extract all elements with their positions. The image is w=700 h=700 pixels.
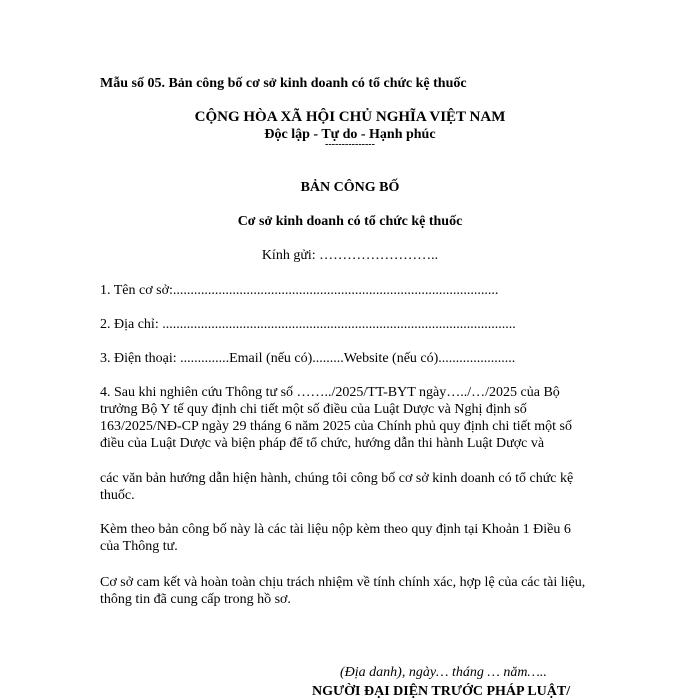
paragraph-line: của Thông tư. xyxy=(100,539,178,554)
field-contact: 3. Điện thoại: ..............Email (nếu có).........Website (nếu có)...................... xyxy=(100,351,516,366)
form-title: Mẫu số 05. Bản công bố cơ sở kinh doanh có tổ chức kệ thuốc xyxy=(100,76,467,91)
field-business-name: 1. Tên cơ sở:............................................................................................. xyxy=(100,283,499,298)
paragraph-line: các văn bản hướng dẫn hiện hành, chúng tôi công bố cơ sở kinh doanh có tổ chức kệ xyxy=(100,471,574,486)
field-address: 2. Địa chỉ: ..................................................................................................... xyxy=(100,317,516,332)
place-date-line: (Địa danh), ngày… tháng … năm….. xyxy=(340,665,547,680)
paragraph-line: trưởng Bộ Y tế quy định chi tiết một số điều của Luật Dược và Nghị định số xyxy=(100,402,527,417)
national-motto: Độc lập - Tự do - Hạnh phúc xyxy=(264,127,436,142)
document-subtitle: Cơ sở kinh doanh có tổ chức kệ thuốc xyxy=(237,214,463,229)
paragraph-line: 4. Sau khi nghiên cứu Thông tư số ……../2025/TT-BYT ngày…../…/2025 của Bộ xyxy=(100,385,560,400)
paragraph-line: Kèm theo bản công bố này là các tài liệu nộp kèm theo quy định tại Khoản 1 Điều 6 xyxy=(100,522,571,537)
paragraph-line: điều của Luật Dược và biện pháp để tổ chức, hướng dẫn thi hành Luật Dược và xyxy=(100,436,545,451)
paragraph-4-continued xyxy=(100,470,610,504)
paragraph-line: thông tin đã cung cấp trong hồ sơ. xyxy=(100,592,291,607)
motto-divider: --------------- xyxy=(325,139,375,150)
paragraph-attachments xyxy=(100,521,610,555)
paragraph-line: 163/2025/NĐ-CP ngày 29 tháng 6 năm 2025 của Chính phủ quy định chi tiết một số xyxy=(100,419,572,434)
paragraph-line: Cơ sở cam kết và hoàn toàn chịu trách nhiệm về tính chính xác, hợp lệ của các tài liệu, xyxy=(100,575,586,590)
paragraph-line: thuốc. xyxy=(100,488,135,503)
country-name: CỘNG HÒA XÃ HỘI CHỦ NGHĨA VIỆT NAM xyxy=(194,109,506,125)
recipient-line: Kính gửi: …………………….. xyxy=(261,248,439,263)
legal-representative-label: NGƯỜI ĐẠI DIỆN TRƯỚC PHÁP LUẬT/ xyxy=(312,684,571,699)
document-title: BẢN CÔNG BỐ xyxy=(300,180,400,195)
paragraph-4 xyxy=(100,384,610,452)
paragraph-commitment xyxy=(100,574,610,608)
